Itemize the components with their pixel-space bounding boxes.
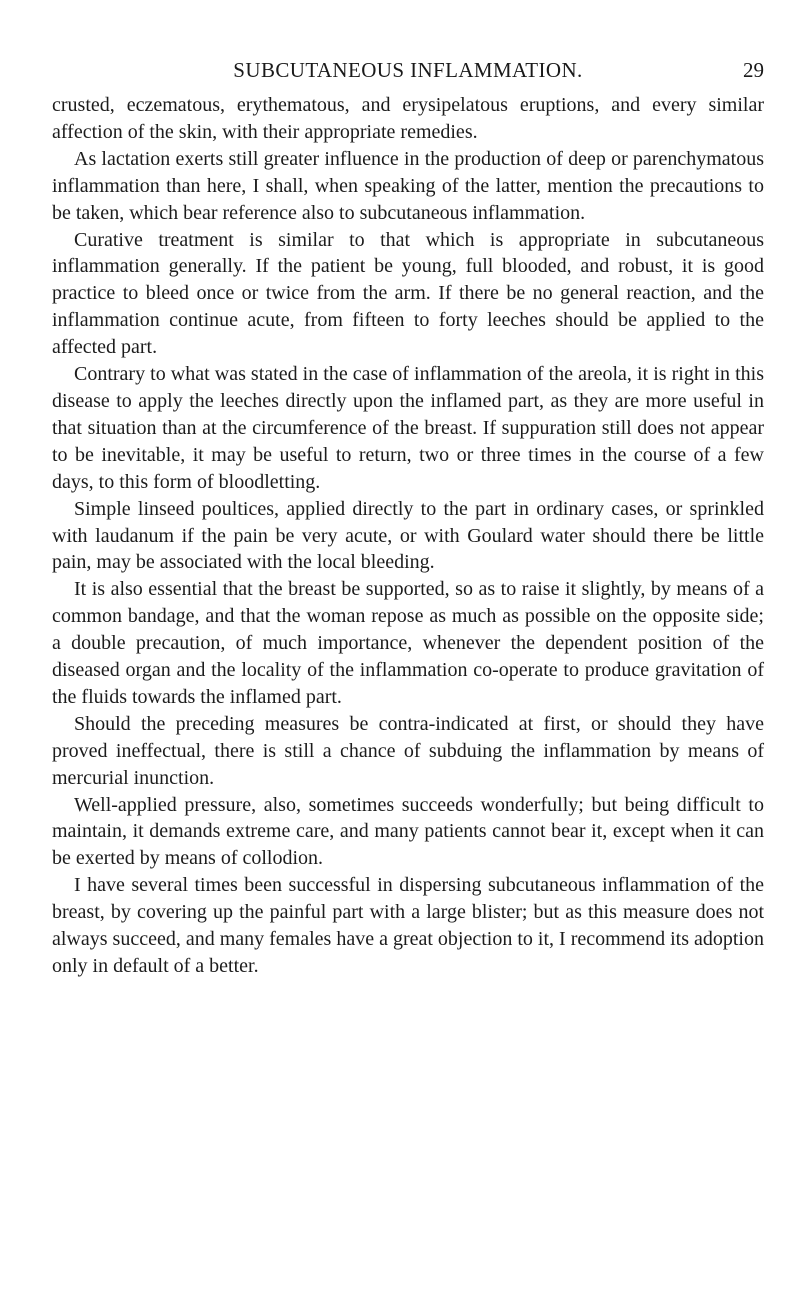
body-text — [52, 92, 764, 980]
paragraph-blister: I have several times been successful in dispersing subcutaneous inflammation of the breast, by covering up the painful part with a large blister; but as this measure does not always succeed, and many females have a great objection to it, I recommend its adoption only in default of a better. — [52, 874, 764, 977]
paragraph-poultices: Simple linseed poultices, applied directly to the part in ordinary cases, or sprinkled with laudanum if the pain be very acute, or with Goulard water should there be little pain, may be associated with the local bleeding. — [52, 497, 764, 574]
paragraph-lactation: As lactation exerts still greater influence in the production of deep or parenchymatous inflammation than here, I shall, when speaking of the latter, mention the precautions to be taken, which bear reference also to subcutaneous inflammation. — [52, 147, 764, 224]
paragraph-curative-treatment: Curative treatment is similar to that which is appropriate in subcutaneous inflammation generally. If the patient be young, full blooded, and robust, it is good practice to bleed once or twice from the arm. If there be no general reaction, and the inflammation continue acute, from fifteen to forty leeches should be applied to the affected part. — [52, 228, 764, 359]
page-number: 29 — [743, 58, 764, 82]
paragraph-support: It is also essential that the breast be supported, so as to raise it slightly, by means of a common bandage, and that the woman repose as much as possible on the opposite side; a double precaution, of much importance, whenever the dependent position of the diseased organ and the locality of the inflammation co-operate to produce gravitation of the fluids towards the inflamed part. — [52, 578, 764, 708]
running-title: SUBCUTANEOUS INFLAMMATION. — [233, 58, 583, 82]
running-head — [52, 54, 764, 86]
paragraph-pressure: Well-applied pressure, also, sometimes succeeds wonderfully; but being difficult to maintain, it demands extreme care, and many patients cannot bear it, except when it can be exerted by means of collodion. — [52, 793, 764, 870]
paragraph-continuation: crusted, eczematous, erythematous, and erysipelatous eruptions, and every similar affection of the skin, with their appropriate remedies. — [52, 94, 764, 143]
paragraph-mercurial-inunction: Should the preceding measures be contra-indicated at first, or should they have proved ineffectual, there is still a chance of subduing the inflammation by means of mercurial inunction. — [52, 712, 764, 789]
paragraph-leeches: Contrary to what was stated in the case of inflammation of the areola, it is right in this disease to apply the leeches directly upon the inflamed part, as they are more useful in that situation than at the circumference of the breast. If suppuration still does not appear to be inevitable, it may be useful to return, two or three times in the course of a few days, to this form of bloodletting. — [52, 363, 764, 493]
